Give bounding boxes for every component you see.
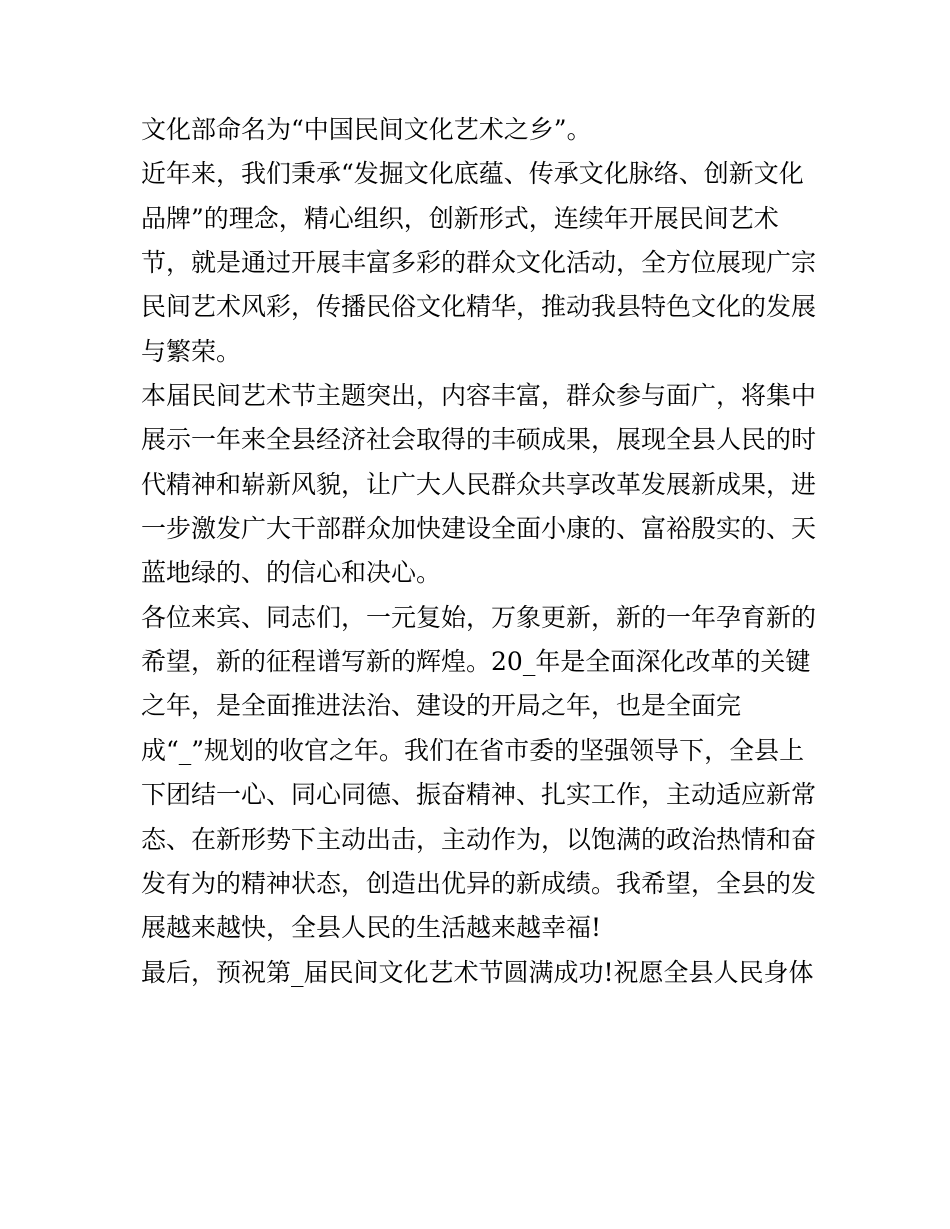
text-line: 发有为的精神状态，创造出优异的新成绩。我希望，全县的发 bbox=[141, 868, 817, 898]
text-line: 展示一年来全县经济社会取得的丰硕成果，展现全县人民的时 bbox=[141, 425, 817, 455]
text-line: 展越来越快，全县人民的生活越来越幸福! bbox=[141, 913, 602, 943]
body-text bbox=[141, 108, 816, 995]
text-line: 与繁荣。 bbox=[141, 336, 242, 366]
text-line: 代精神和崭新风貌，让广大人民群众共享改革发展新成果，进 bbox=[141, 469, 817, 499]
text-line: 之年，是全面推进法治、建设的开局之年，也是全面完 bbox=[141, 691, 742, 721]
text-line: 一步激发广大干部群众加快建设全面小康的、富裕殷实的、天 bbox=[141, 514, 817, 544]
text-line: 各位来宾、同志们，一元复始，万象更新，新的一年孕育新的 bbox=[141, 602, 817, 632]
text-line: 民间艺术风彩，传播民俗文化精华，推动我县特色文化的发展 bbox=[141, 292, 817, 322]
text-line: 品牌”的理念，精心组织，创新形式，连续年开展民间艺术 bbox=[141, 203, 779, 233]
text-line: 近年来，我们秉承“发掘文化底蕴、传承文化脉络、创新文化 bbox=[141, 159, 804, 189]
text-line: 成“_”规划的收官之年。我们在省市委的坚强领导下，全县上 bbox=[141, 735, 805, 765]
text-line: 下团结一心、同心同德、振奋精神、扎实工作，主动适应新常 bbox=[141, 780, 817, 810]
text-line: 态、在新形势下主动出击，主动作为，以饱满的政治热情和奋 bbox=[141, 824, 817, 854]
text-line: 节，就是通过开展丰富多彩的群众文化活动，全方位展现广宗 bbox=[141, 248, 817, 278]
text-line: 蓝地绿的、的信心和决心。 bbox=[141, 558, 442, 588]
text-line: 本届民间艺术节主题突出，内容丰富，群众参与面广，将集中 bbox=[141, 381, 817, 411]
text-line: 文化部命名为“中国民间文化艺术之乡”。 bbox=[141, 115, 592, 144]
text-line: 最后，预祝第_届民间文化艺术节圆满成功!祝愿全县人民身体 bbox=[141, 957, 814, 987]
text-line: 希望，新的征程谱写新的辉煌。20_年是全面深化改革的关键 bbox=[141, 647, 811, 677]
